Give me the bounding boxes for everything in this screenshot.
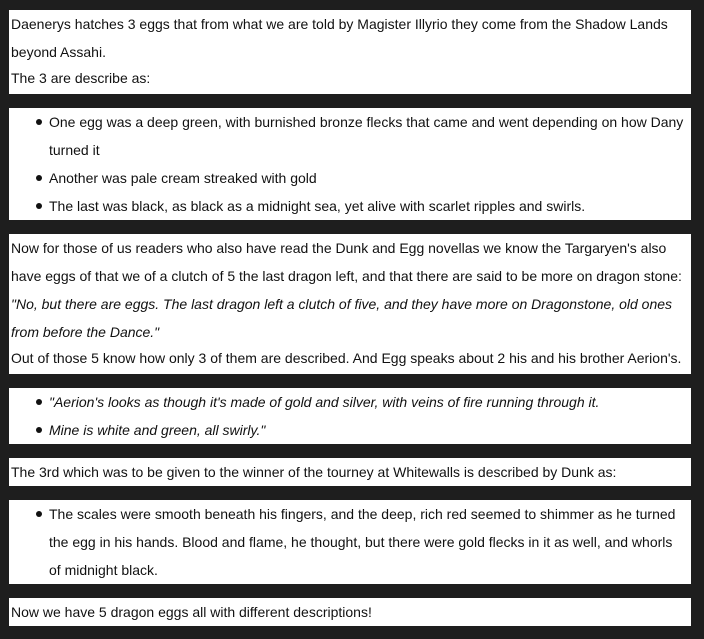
daenerys-eggs-list-block bbox=[9, 108, 691, 220]
egg-quote-list-block bbox=[9, 388, 691, 444]
list-item: The last was black, as black as a midnight sea, yet alive with scarlet ripples and swirls. bbox=[49, 192, 691, 220]
dunk-and-egg-paragraph-block bbox=[9, 234, 691, 374]
list-item: Another was pale cream streaked with gold bbox=[49, 164, 691, 192]
whitewalls-paragraph-block bbox=[9, 458, 691, 486]
intro-paragraph-block bbox=[9, 10, 691, 94]
daenerys-eggs-list bbox=[9, 108, 691, 220]
list-item: "Aerion's looks as though it's made of gold and silver, with veins of fire running through it. bbox=[49, 388, 691, 416]
egg-quote-list bbox=[9, 388, 691, 444]
whitewalls-paragraph: The 3rd which was to be given to the winner of the tourney at Whitewalls is described by Dunk as: bbox=[11, 464, 617, 480]
dunk-and-egg-paragraph: Now for those of us readers who also have read the Dunk and Egg novellas we know the Targaryen's also have eggs of that we of a clutch of 5 the last dragon left, and that there are said to be more on dragon stone: bbox=[11, 240, 682, 284]
dragonstone-quote: "No, but there are eggs. The last dragon left a clutch of five, and they have more on Dragonstone, old ones from before the Dance." bbox=[11, 296, 673, 340]
intro-paragraph: Daenerys hatches 3 eggs that from what we are told by Magister Illyrio they come from the Shadow Lands beyond Assahi. bbox=[11, 16, 668, 60]
described-eggs-paragraph: Out of those 5 know how only 3 of them are described. And Egg speaks about 2 his and his brother Aerion's. bbox=[11, 350, 682, 366]
dunk-description-list-block bbox=[9, 500, 691, 584]
dunk-description-list bbox=[9, 500, 691, 584]
conclusion-paragraph: Now we have 5 dragon eggs all with different descriptions! bbox=[11, 604, 372, 620]
list-item: Mine is white and green, all swirly." bbox=[49, 416, 691, 444]
intro-subheading: The 3 are describe as: bbox=[11, 70, 151, 86]
list-item: The scales were smooth beneath his fingers, and the deep, rich red seemed to shimmer as he turned the egg in his hands. Blood and flame, he thought, but there were gold flecks in it as well, and whorls of midnight black. bbox=[49, 500, 691, 584]
list-item: One egg was a deep green, with burnished bronze flecks that came and went depending on how Dany turned it bbox=[49, 108, 691, 164]
conclusion-paragraph-block bbox=[9, 598, 691, 626]
